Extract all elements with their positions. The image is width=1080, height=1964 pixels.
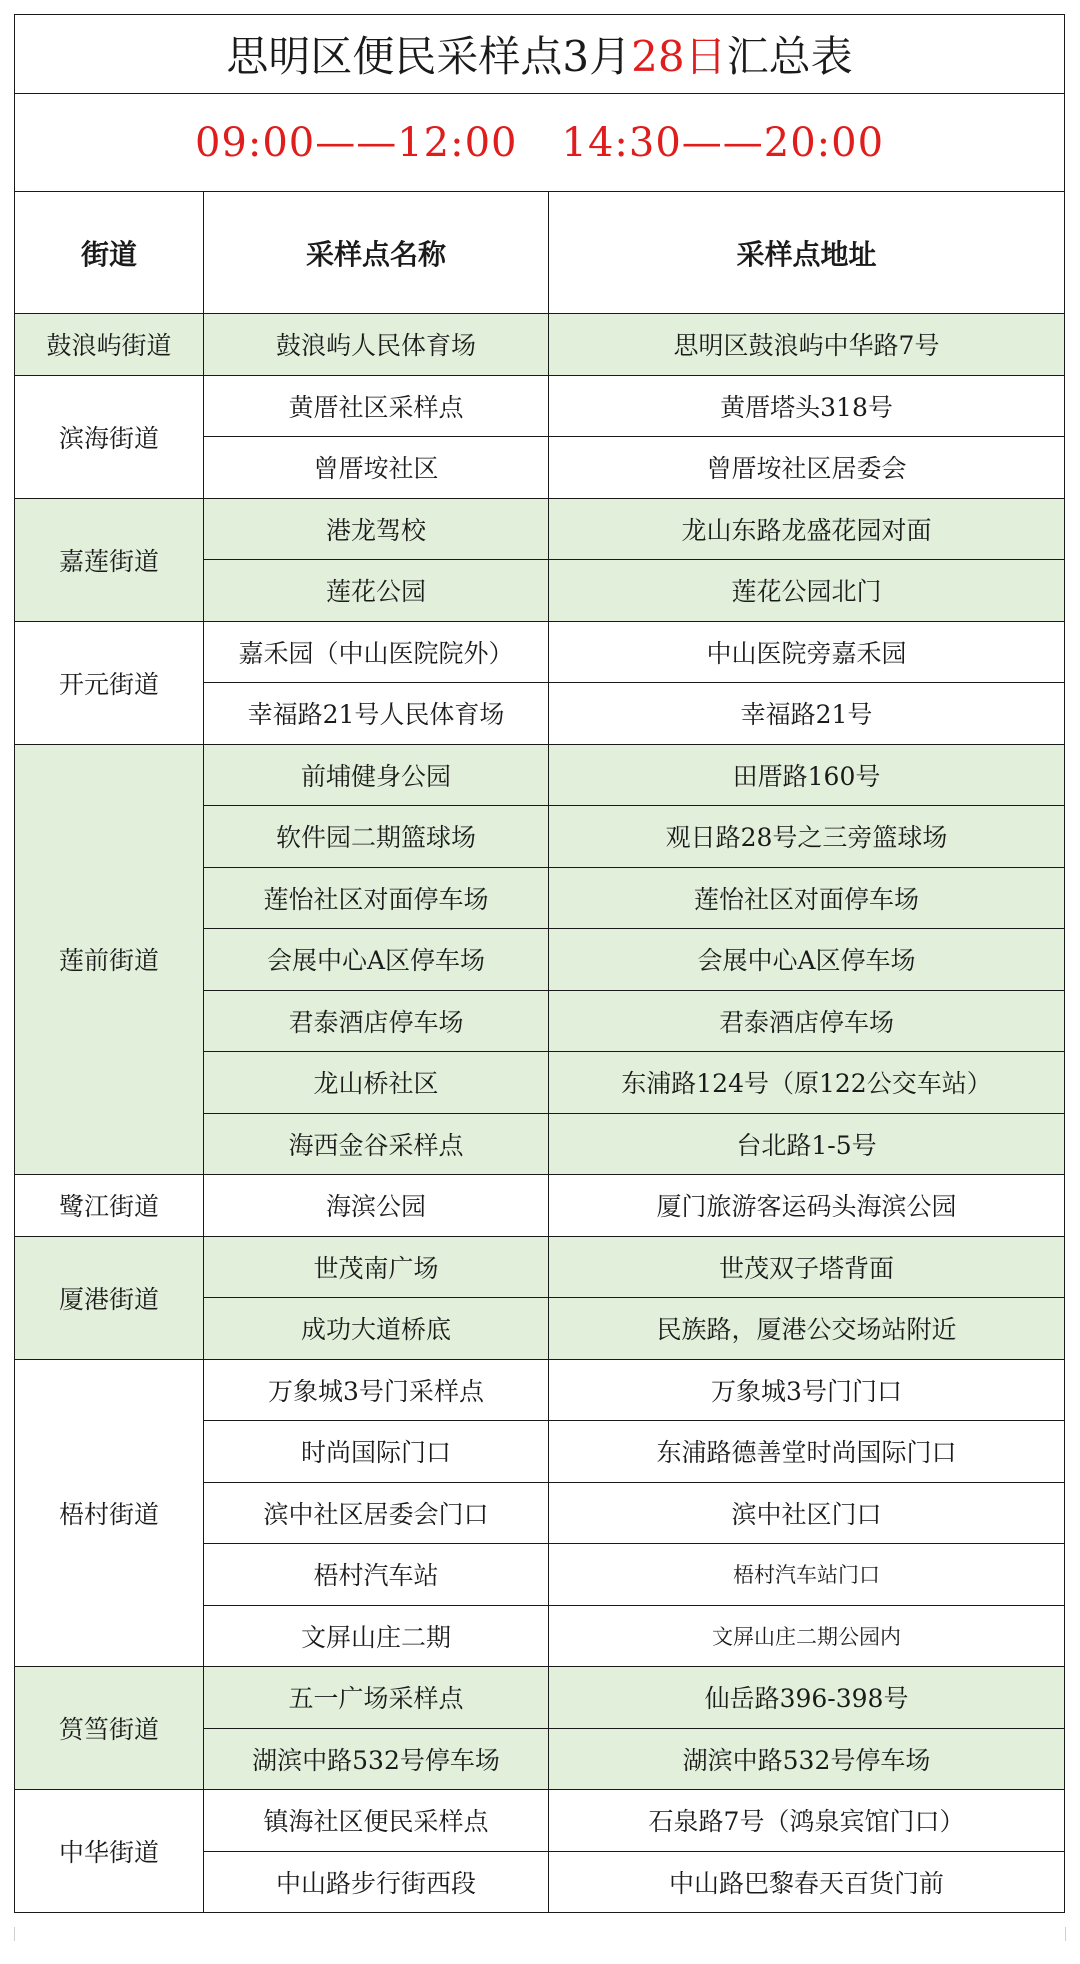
site-address-cell: 世茂双子塔背面 — [549, 1236, 1065, 1298]
morning-hours: 09:00——12:00 — [194, 119, 518, 166]
site-address-cell: 观日路28号之三旁篮球场 — [549, 806, 1065, 868]
title-day: 28日 — [631, 32, 727, 81]
page-title — [15, 15, 1065, 94]
sheet-bottom-edge — [14, 1927, 1066, 1941]
site-name-cell: 曾厝垵社区 — [204, 437, 549, 499]
street-cell: 厦港街道 — [15, 1236, 204, 1359]
table-row — [15, 1236, 1065, 1298]
site-name-cell: 黄厝社区采样点 — [204, 375, 549, 437]
table-row — [15, 1359, 1065, 1421]
site-address-cell: 万象城3号门门口 — [549, 1359, 1065, 1421]
site-address-cell: 石泉路7号（鸿泉宾馆门口） — [549, 1790, 1065, 1852]
afternoon-hours: 14:30——20:00 — [561, 119, 885, 166]
street-cell: 鼓浪屿街道 — [15, 314, 204, 376]
site-address-cell: 湖滨中路532号停车场 — [549, 1728, 1065, 1790]
header-site-address: 采样点地址 — [549, 192, 1065, 314]
site-name-cell: 滨中社区居委会门口 — [204, 1482, 549, 1544]
site-name-cell: 莲花公园 — [204, 560, 549, 622]
site-name-cell: 软件园二期篮球场 — [204, 806, 549, 868]
site-name-cell: 镇海社区便民采样点 — [204, 1790, 549, 1852]
site-name-cell: 文屏山庄二期 — [204, 1605, 549, 1667]
site-address-cell: 台北路1-5号 — [549, 1113, 1065, 1175]
street-cell: 嘉莲街道 — [15, 498, 204, 621]
site-address-cell: 梧村汽车站门口 — [549, 1544, 1065, 1606]
site-address-cell: 黄厝塔头318号 — [549, 375, 1065, 437]
header-street: 街道 — [15, 192, 204, 314]
site-address-cell: 田厝路160号 — [549, 744, 1065, 806]
site-address-cell: 滨中社区门口 — [549, 1482, 1065, 1544]
sampling-site-table — [14, 14, 1065, 1913]
table-row — [15, 314, 1065, 376]
street-cell: 鹭江街道 — [15, 1175, 204, 1237]
site-name-cell: 鼓浪屿人民体育场 — [204, 314, 549, 376]
header-site-name: 采样点名称 — [204, 192, 549, 314]
street-cell: 滨海街道 — [15, 375, 204, 498]
site-address-cell: 文屏山庄二期公园内 — [549, 1605, 1065, 1667]
street-cell: 筼筜街道 — [15, 1667, 204, 1790]
site-address-cell: 民族路，厦港公交场站附近 — [549, 1298, 1065, 1360]
table-row — [15, 498, 1065, 560]
site-name-cell: 嘉禾园（中山医院院外） — [204, 621, 549, 683]
street-cell: 中华街道 — [15, 1790, 204, 1913]
site-name-cell: 幸福路21号人民体育场 — [204, 683, 549, 745]
summary-document — [14, 14, 1064, 1913]
site-name-cell: 成功大道桥底 — [204, 1298, 549, 1360]
site-name-cell: 前埔健身公园 — [204, 744, 549, 806]
site-name-cell: 万象城3号门采样点 — [204, 1359, 549, 1421]
site-name-cell: 五一广场采样点 — [204, 1667, 549, 1729]
header-row — [15, 192, 1065, 314]
site-name-cell: 港龙驾校 — [204, 498, 549, 560]
street-cell: 开元街道 — [15, 621, 204, 744]
site-address-cell: 厦门旅游客运码头海滨公园 — [549, 1175, 1065, 1237]
site-name-cell: 莲怡社区对面停车场 — [204, 867, 549, 929]
site-name-cell: 梧村汽车站 — [204, 1544, 549, 1606]
site-address-cell: 东浦路124号（原122公交车站） — [549, 1052, 1065, 1114]
site-name-cell: 时尚国际门口 — [204, 1421, 549, 1483]
site-address-cell: 思明区鼓浪屿中华路7号 — [549, 314, 1065, 376]
title-prefix: 思明区便民采样点3月 — [226, 32, 632, 81]
table-row — [15, 621, 1065, 683]
site-address-cell: 莲怡社区对面停车场 — [549, 867, 1065, 929]
table-row — [15, 744, 1065, 806]
site-address-cell: 龙山东路龙盛花园对面 — [549, 498, 1065, 560]
site-name-cell: 海西金谷采样点 — [204, 1113, 549, 1175]
street-cell: 梧村街道 — [15, 1359, 204, 1667]
table-row — [15, 1790, 1065, 1852]
title-row — [15, 15, 1065, 94]
site-name-cell: 君泰酒店停车场 — [204, 990, 549, 1052]
site-address-cell: 中山医院旁嘉禾园 — [549, 621, 1065, 683]
site-address-cell: 中山路巴黎春天百货门前 — [549, 1851, 1065, 1913]
street-cell: 莲前街道 — [15, 744, 204, 1175]
site-address-cell: 东浦路德善堂时尚国际门口 — [549, 1421, 1065, 1483]
title-suffix: 汇总表 — [726, 32, 853, 81]
table-row — [15, 1175, 1065, 1237]
opening-hours — [15, 94, 1065, 192]
site-name-cell: 龙山桥社区 — [204, 1052, 549, 1114]
site-address-cell: 仙岳路396-398号 — [549, 1667, 1065, 1729]
site-name-cell: 湖滨中路532号停车场 — [204, 1728, 549, 1790]
site-address-cell: 幸福路21号 — [549, 683, 1065, 745]
site-name-cell: 世茂南广场 — [204, 1236, 549, 1298]
table-row — [15, 375, 1065, 437]
site-name-cell: 中山路步行街西段 — [204, 1851, 549, 1913]
site-name-cell: 海滨公园 — [204, 1175, 549, 1237]
site-address-cell: 会展中心A区停车场 — [549, 929, 1065, 991]
site-name-cell: 会展中心A区停车场 — [204, 929, 549, 991]
hours-row — [15, 94, 1065, 192]
site-address-cell: 君泰酒店停车场 — [549, 990, 1065, 1052]
site-address-cell: 曾厝垵社区居委会 — [549, 437, 1065, 499]
table-row — [15, 1667, 1065, 1729]
site-address-cell: 莲花公园北门 — [549, 560, 1065, 622]
